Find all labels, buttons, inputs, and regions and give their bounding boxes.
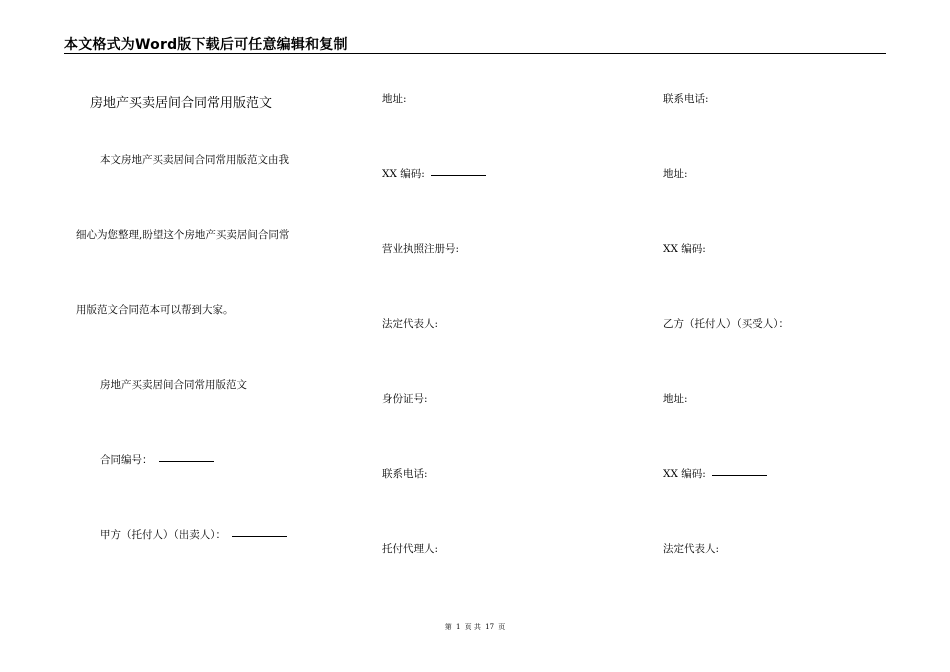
col3-address2-label: 地址: [663, 393, 688, 405]
party-a-label: 甲方（托付人）（出卖人）： [100, 529, 226, 541]
document-subtitle: 房地产买卖居间合同常用版范文 [100, 379, 247, 391]
col2-xx-code-field [382, 167, 486, 181]
intro-line-1: 本文房地产买卖居间合同常用版范文由我 [100, 154, 289, 166]
col3-legal-rep-label: 法定代表人: [663, 543, 720, 555]
col3-phone-label: 联系电话: [663, 93, 709, 105]
col3-xx-code2-field [663, 467, 767, 481]
party-b-label: 乙方（托付人）（买受人）： [663, 318, 789, 330]
header-divider [64, 53, 886, 54]
col2-address-label: 地址: [382, 93, 407, 105]
intro-line-3: 用版范文合同范本可以帮到大家。 [76, 304, 234, 316]
contract-number-label: 合同编号： [100, 454, 153, 466]
col3-xx-code-label: XX 编码: [663, 243, 706, 255]
col2-legal-rep-label: 法定代表人: [382, 318, 439, 330]
agent-label: 托付代理人: [382, 543, 439, 555]
page-suffix: 页 [498, 623, 506, 631]
intro-line-2: 细心为您整理,盼望这个房地产买卖居间合同常 [76, 229, 290, 241]
contract-number-blank [159, 461, 214, 462]
page-mid: 页 共 [464, 623, 481, 631]
party-a-blank [232, 536, 287, 537]
col3-address-label: 地址: [663, 168, 688, 180]
col2-xx-code-blank [431, 175, 486, 176]
col3-xx-code2-label: XX 编码: [663, 468, 706, 480]
id-number-label: 身份证号: [382, 393, 428, 405]
party-a-field [100, 528, 287, 542]
page-current: 1 [455, 623, 461, 631]
col3-xx-code2-blank [712, 475, 767, 476]
page-number [0, 623, 950, 632]
business-license-label: 营业执照注册号: [382, 243, 460, 255]
document-title: 房地产买卖居间合同常用版范文 [90, 96, 273, 111]
page-prefix: 第 [444, 623, 452, 631]
page-total: 17 [485, 623, 495, 631]
col2-xx-code-label: XX 编码: [382, 168, 425, 180]
col2-phone-label: 联系电话: [382, 468, 428, 480]
contract-number-field [100, 453, 214, 467]
header-title: 本文格式为Word版下载后可任意编辑和复制 [64, 37, 348, 53]
